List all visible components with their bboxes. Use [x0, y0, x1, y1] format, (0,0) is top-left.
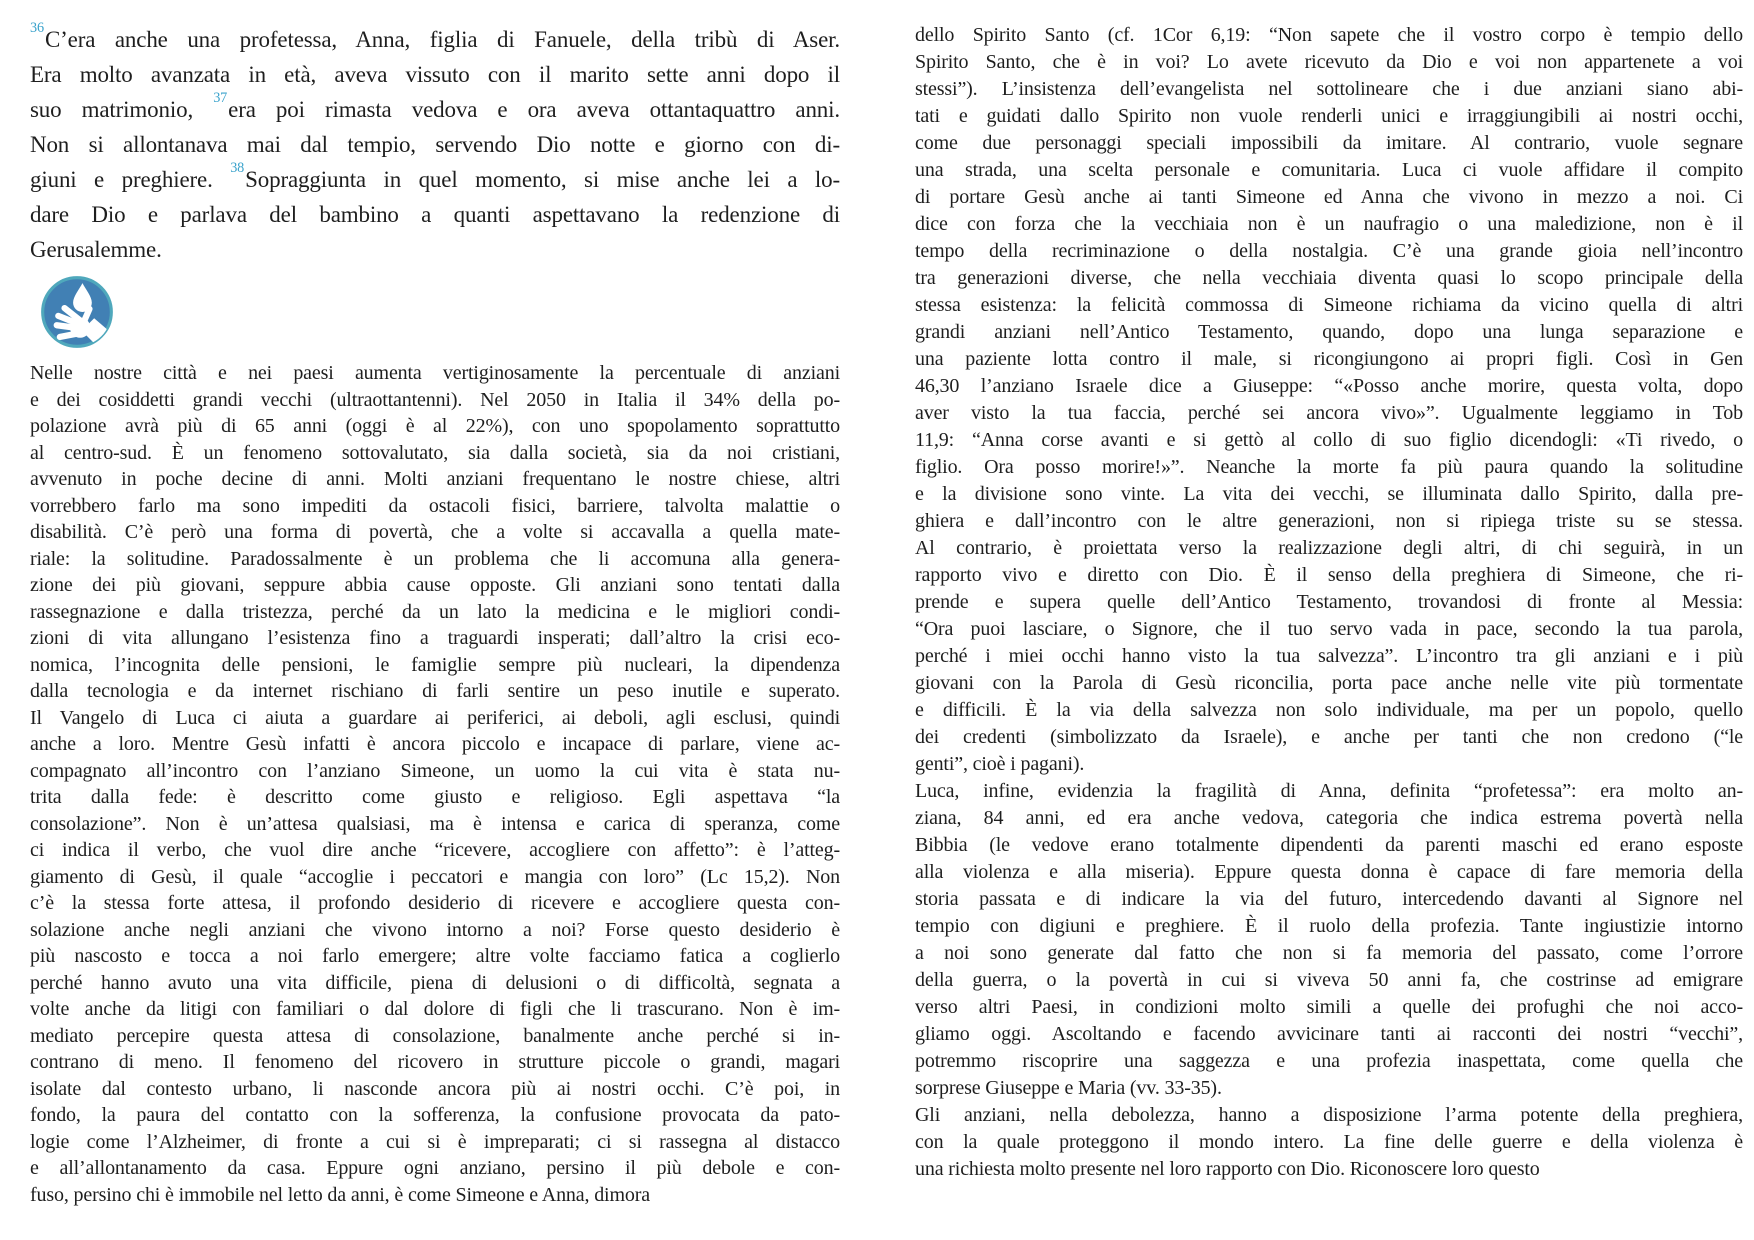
- verse-number: 36: [30, 19, 44, 36]
- left-column: [30, 19, 840, 1208]
- text-line: una paziente lotta contro il male, si ricongiungono ai propri figli. Così in Gen: [915, 348, 1743, 370]
- right-commentary-text: [915, 22, 1743, 1183]
- text-line: a noi sono generate dal fatto che non si fa memoria del passato, come l’orrore: [915, 942, 1743, 964]
- text-line: come due personaggi speciali impossibili da imitare. Al contrario, vuole segnare: [915, 132, 1743, 154]
- text-line: perché i miei occhi hanno visto la tua salvezza”. L’incontro tra gli anziani e i più: [915, 645, 1743, 667]
- text-line: volte anche da litigi con familiari o dal dolore di figli che li trascurano. Non è im-: [30, 998, 840, 1020]
- text-line: Il Vangelo di Luca ci aiuta a guardare ai periferici, ai deboli, agli esclusi, quindi: [30, 706, 840, 729]
- text-line: riale: la solitudine. Paradossalmente è un problema che li accomuna alla genera-: [30, 547, 840, 570]
- paragraph: [915, 778, 1743, 1102]
- text-line: grandi anziani nell’Antico Testamento, quando, dopo una lunga separazione e: [915, 321, 1743, 343]
- paragraph: [30, 360, 840, 1208]
- text-line: rapporto vivo e diretto con Dio. È il senso della preghiera di Simeone, che ri-: [915, 564, 1743, 586]
- text-line: vorrebbero farlo ma sono impediti da ostacoli fisici, barriere, talvolta malattie o: [30, 494, 840, 517]
- text-line: verso altri Paesi, in condizioni molto simili a quelle dei profughi che noi acco-: [915, 996, 1743, 1018]
- text-line: e la divisione sono vinte. La vita dei vecchi, se illuminata dallo Spirito, dalla pre-: [915, 483, 1743, 505]
- text-line: mediato percepire questa attesa di consolazione, banalmente anche perché si in-: [30, 1024, 840, 1047]
- text-line: con la quale proteggono il mondo intero. La fine delle guerre e della violenza è: [915, 1131, 1743, 1153]
- text-line: fondo, la paura del contatto con la sofferenza, la confusione provocata da pato-: [30, 1104, 840, 1126]
- text-line: contrano di meno. Il fenomeno del ricovero in strutture piccole o grandi, magari: [30, 1051, 840, 1073]
- text-line: una strada, una scelta personale e comunitaria. Luca ci vuole affidare il compito: [915, 159, 1743, 181]
- text-line: e difficili. È la via della salvezza non solo individuale, ma per un popolo, quello: [915, 699, 1743, 721]
- text-line: $^{36}$C’era anche una profetessa, Anna, figlia di Fanuele, della tribù di Aser.: [30, 19, 840, 52]
- text-line: Bibbia (le vedove erano totalmente dipendenti da parenti maschi ed erano esposte: [915, 834, 1743, 856]
- text-line: alla violenza e alla miseria). Eppure questa donna è capace di fare memoria della: [915, 861, 1743, 883]
- text-line: trita dalla fede: è descritto come giusto e religioso. Egli aspettava “la: [30, 786, 840, 808]
- text-line: giuni e preghiere. $^{38}$Sopraggiunta in quel momento, si mise anche lei a lo-: [30, 159, 840, 192]
- text-line: ghiera e dall’incontro con le altre generazioni, non si ripiega triste su se stessa.: [915, 510, 1743, 532]
- text-line: più nascosto e tocca a noi farlo emergere; altre volte facciamo fatica a coglierlo: [30, 945, 840, 967]
- text-line: dice con forza che la vecchiaia non è un naufragio o una maledizione, non è il: [915, 213, 1743, 235]
- text-line: dare Dio e parlava del bambino a quanti aspettavano la redenzione di: [30, 202, 840, 227]
- text-line: Al contrario, è proiettata verso la realizzazione degli altri, di chi seguirà, in un: [915, 537, 1743, 559]
- text-line: e all’allontanamento da casa. Eppure ogni anziano, persino il più debole e con-: [30, 1157, 840, 1179]
- text-line: giovani con la Parola di Gesù riconcilia, porta pace anche nelle vite più tormentate: [915, 672, 1743, 694]
- gospel-verse-block: [30, 19, 840, 267]
- paragraph: [915, 1102, 1743, 1183]
- text-line: gliamo oggi. Ascoltando e facendo avvicinare tanti ai racconti dei nostri “vecchi”,: [915, 1023, 1743, 1045]
- text-line: stessa esistenza: la felicità commossa di Simeone richiama da vicino quella di altri: [915, 294, 1743, 316]
- text-line: aver visto la tua faccia, perché sei ancora vivo»”. Ugualmente leggiamo in Tob: [915, 402, 1743, 424]
- text-line: figlio. Ora posso morire!»”. Neanche la morte fa più paura quando la solitudine: [915, 456, 1743, 478]
- text-line: di portare Gesù anche ai tanti Simeone ed Anna che vivono in mezzo a noi. Ci: [915, 186, 1743, 208]
- text-line: Gerusalemme.: [30, 237, 162, 262]
- text-line: tempo della recriminazione o della nostalgia. C’è una grande gioia nell’incontro: [915, 240, 1743, 262]
- right-column: [915, 22, 1743, 1183]
- text-line: avvenuto in poche decine di anni. Molti anziani frequentano le nostre chiese, altri: [30, 468, 840, 490]
- left-commentary-text: [30, 360, 840, 1208]
- hand-drop-icon: [38, 273, 116, 351]
- hand-drop-icon-svg: [38, 273, 116, 351]
- text-line: 46,30 l’anziano Israele dice a Giuseppe: “«Posso anche morire, questa volta, dopo: [915, 375, 1743, 397]
- text-line: genti”, cioè i pagani).: [915, 753, 1085, 775]
- text-line: e dei cosiddetti grandi vecchi (ultraottantenni). Nel 2050 in Italia il 34% della po-: [30, 388, 840, 411]
- text-line: stessi”). L’insistenza dell’evangelista nel sottolineare che i due anziani siano abi-: [915, 78, 1743, 100]
- text-line: compagnato all’incontro con l’anziano Simeone, un uomo la cui vita è stata nu-: [30, 759, 840, 782]
- text-line: della guerra, o la povertà in cui si viveva 50 anni fa, che costrinse ad emigrare: [915, 969, 1743, 991]
- verse-number: 38: [230, 159, 245, 176]
- text-line: ci indica il verbo, che vuol dire anche “ricevere, accogliere con affetto”: è l’atteg-: [30, 839, 840, 861]
- text-line: sorprese Giuseppe e Maria (vv. 33-35).: [915, 1077, 1222, 1099]
- text-line: Spirito Santo, che è in voi? Lo avete ricevuto da Dio e voi non appartenete a voi: [915, 51, 1743, 73]
- text-line: rassegnazione e dalla tristezza, perché da un lato la medicina e le migliori condi-: [30, 600, 840, 623]
- text-line: dei credenti (simbolizzato da Israele), e anche per tanti che non credono (“le: [915, 726, 1743, 748]
- text-line: disabilità. C’è però una forma di povertà, che a volte si accavalla a quella mate-: [30, 521, 840, 543]
- text-line: potremmo riscoprire una saggezza e una profezia inaspettata, come quella che: [915, 1050, 1743, 1072]
- text-line: al centro-sud. È un fenomeno sottovalutato, sia dalla società, sia da noi cristiani,: [30, 441, 840, 464]
- text-line: tempio con digiuni e preghiere. È il ruolo della profezia. Tante ingiustizie intorno: [915, 915, 1743, 937]
- text-line: prende e supera quelle dell’Antico Testamento, trovandosi di fronte al Messia:: [915, 591, 1743, 613]
- text-line: zioni di vita allungano l’esistenza fino a traguardi insperati; dall’altro la crisi eco-: [30, 627, 840, 649]
- text-line: anche a loro. Mentre Gesù infatti è ancora piccolo e incapace di parlare, viene ac-: [30, 733, 840, 755]
- text-line: polazione avrà più di 65 anni (oggi è al 22%), con uno spopolamento soprattutto: [30, 415, 840, 437]
- paragraph: [30, 19, 840, 267]
- text-line: isolate dal contesto urbano, li nasconde ancora più ai nostri occhi. C’è poi, in: [30, 1077, 840, 1100]
- text-line: solazione anche negli anziani che vivono intorno a noi? Forse questo desiderio è: [30, 918, 840, 941]
- text-line: Non si allontanava mai dal tempio, servendo Dio notte e giorno con di-: [30, 132, 840, 157]
- text-line: fuso, persino chi è immobile nel letto da anni, è come Simeone e Anna, dimora: [30, 1183, 650, 1206]
- text-line: una richiesta molto presente nel loro rapporto con Dio. Riconoscere loro questo: [915, 1158, 1540, 1180]
- text-line: tati e guidati dallo Spirito non vuole renderli unici e irraggiungibili ai nostri occhi,: [915, 105, 1743, 127]
- text-line: Luca, infine, evidenzia la fragilità di Anna, definita “profetessa”: era molto an-: [915, 780, 1743, 802]
- text-line: Nelle nostre città e nei paesi aumenta vertiginosamente la percentuale di anziani: [30, 362, 840, 384]
- text-line: dalla tecnologia e da internet rischiano di farli sentire un peso inutile e superato.: [30, 680, 840, 702]
- paragraph: [915, 22, 1743, 778]
- text-line: suo matrimonio, $^{37}$era poi rimasta vedova e ora aveva ottantaquattro anni.: [30, 89, 840, 122]
- text-line: giamento di Gesù, il quale “accoglie i peccatori e mangia con loro” (Lc 15,2). Non: [30, 865, 840, 888]
- text-line: c’è la stessa forte attesa, il profondo desiderio di ricevere e accogliere questa con-: [30, 892, 840, 914]
- text-line: logie come l’Alzheimer, di fronte a cui si è impreparati; ci si rassegna al distacco: [30, 1130, 840, 1153]
- verse-number: 37: [213, 89, 228, 106]
- text-line: ziana, 84 anni, ed era anche vedova, categoria che indica estrema povertà nella: [915, 807, 1743, 829]
- text-line: Era molto avanzata in età, aveva vissuto con il marito sette anni dopo il: [30, 62, 840, 87]
- text-line: nomica, l’incognita delle pensioni, le famiglie sempre più nucleari, la dipendenza: [30, 653, 840, 676]
- text-line: storia passata e di indicare la via del futuro, intercedendo davanti al Signore nel: [915, 888, 1743, 910]
- text-line: tra generazioni diverse, che nella vecchiaia diventa quasi lo scopo principale della: [915, 267, 1743, 289]
- text-line: dello Spirito Santo (cf. 1Cor 6,19: “Non sapete che il vostro corpo è tempio dello: [915, 24, 1743, 46]
- text-line: “Ora puoi lasciare, o Signore, che il tuo servo vada in pace, secondo la tua parola,: [915, 618, 1743, 640]
- text-line: Gli anziani, nella debolezza, hanno a disposizione l’arma potente della preghiera,: [915, 1104, 1743, 1126]
- text-line: 11,9: “Anna corse avanti e si gettò al collo di suo figlio dicendogli: «Ti rivedo, o: [915, 429, 1743, 451]
- text-line: consolazione”. Non è un’attesa qualsiasi, ma è intensa e carica di speranza, come: [30, 812, 840, 835]
- text-line: zione dei più giovani, seppure abbia cause opposte. Gli anziani sono tentati dalla: [30, 574, 840, 596]
- text-line: perché hanno avuto una vita difficile, piena di delusioni o di difficoltà, segnata a: [30, 971, 840, 994]
